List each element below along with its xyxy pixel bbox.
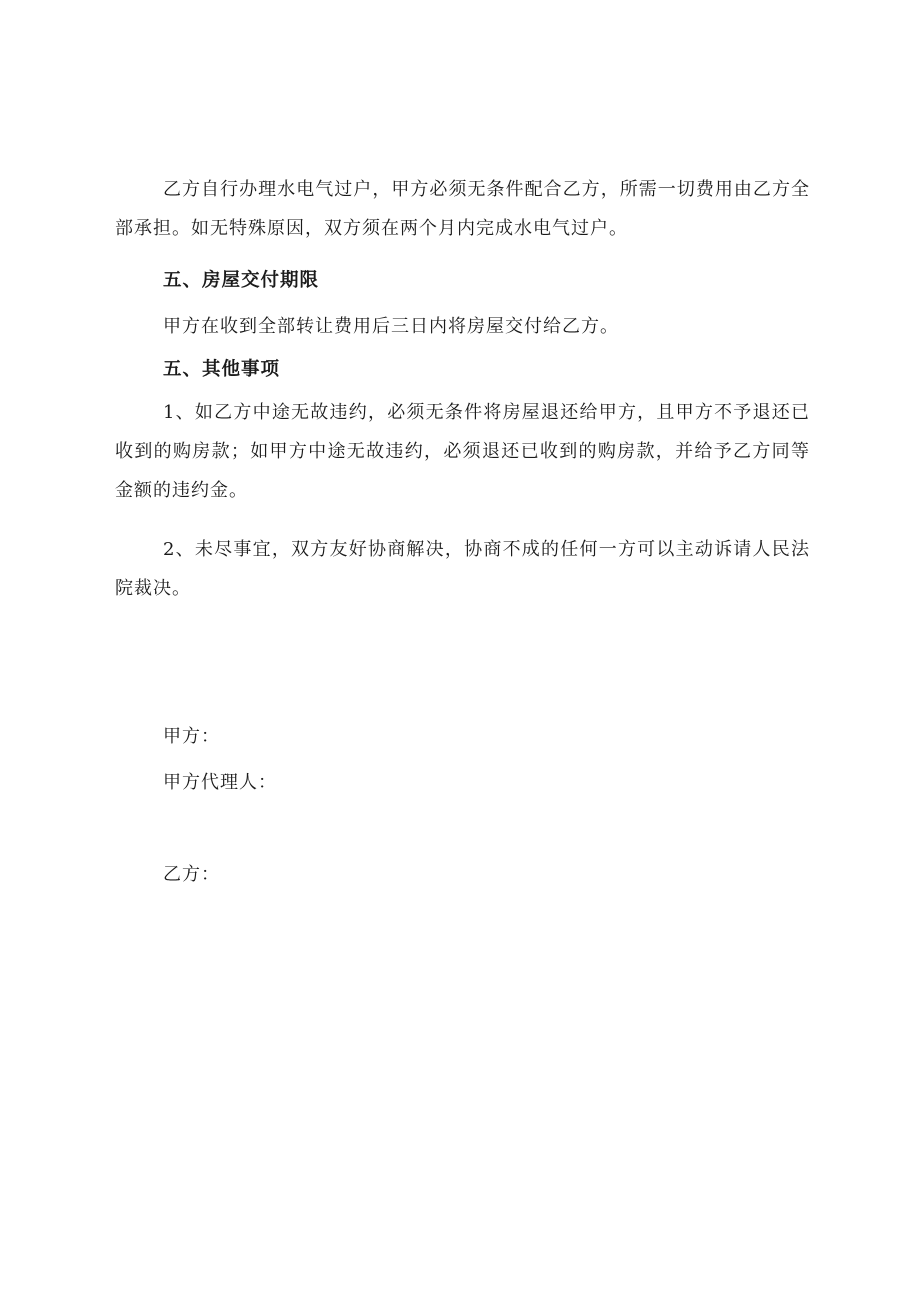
section-heading-other: 五、其他事项	[163, 359, 281, 380]
paragraph-utility-transfer: 乙方自行办理水电气过户，甲方必须无条件配合乙方，所需一切费用由乙方全部承担。如无特殊原因，双方须在两个月内完成水电气过户。	[115, 179, 810, 239]
paragraph-item-2: 2、未尽事宜，双方友好协商解决，协商不成的任何一方可以主动诉请人民法院裁决。	[115, 539, 810, 599]
signature-party-b: 乙方：	[163, 864, 220, 885]
signature-party-a-agent: 甲方代理人：	[163, 772, 277, 793]
section-heading-delivery: 五、房屋交付期限	[163, 270, 320, 291]
signature-party-a: 甲方：	[163, 726, 220, 747]
paragraph-delivery: 甲方在收到全部转让费用后三日内将房屋交付给乙方。	[163, 316, 619, 337]
paragraph-item-1: 1、如乙方中途无故违约，必须无条件将房屋退还给甲方，且甲方不予退还已收到的购房款；如甲方中途无故违约，必须退还已收到的购房款，并给予乙方同等金额的违约金。	[115, 402, 810, 501]
